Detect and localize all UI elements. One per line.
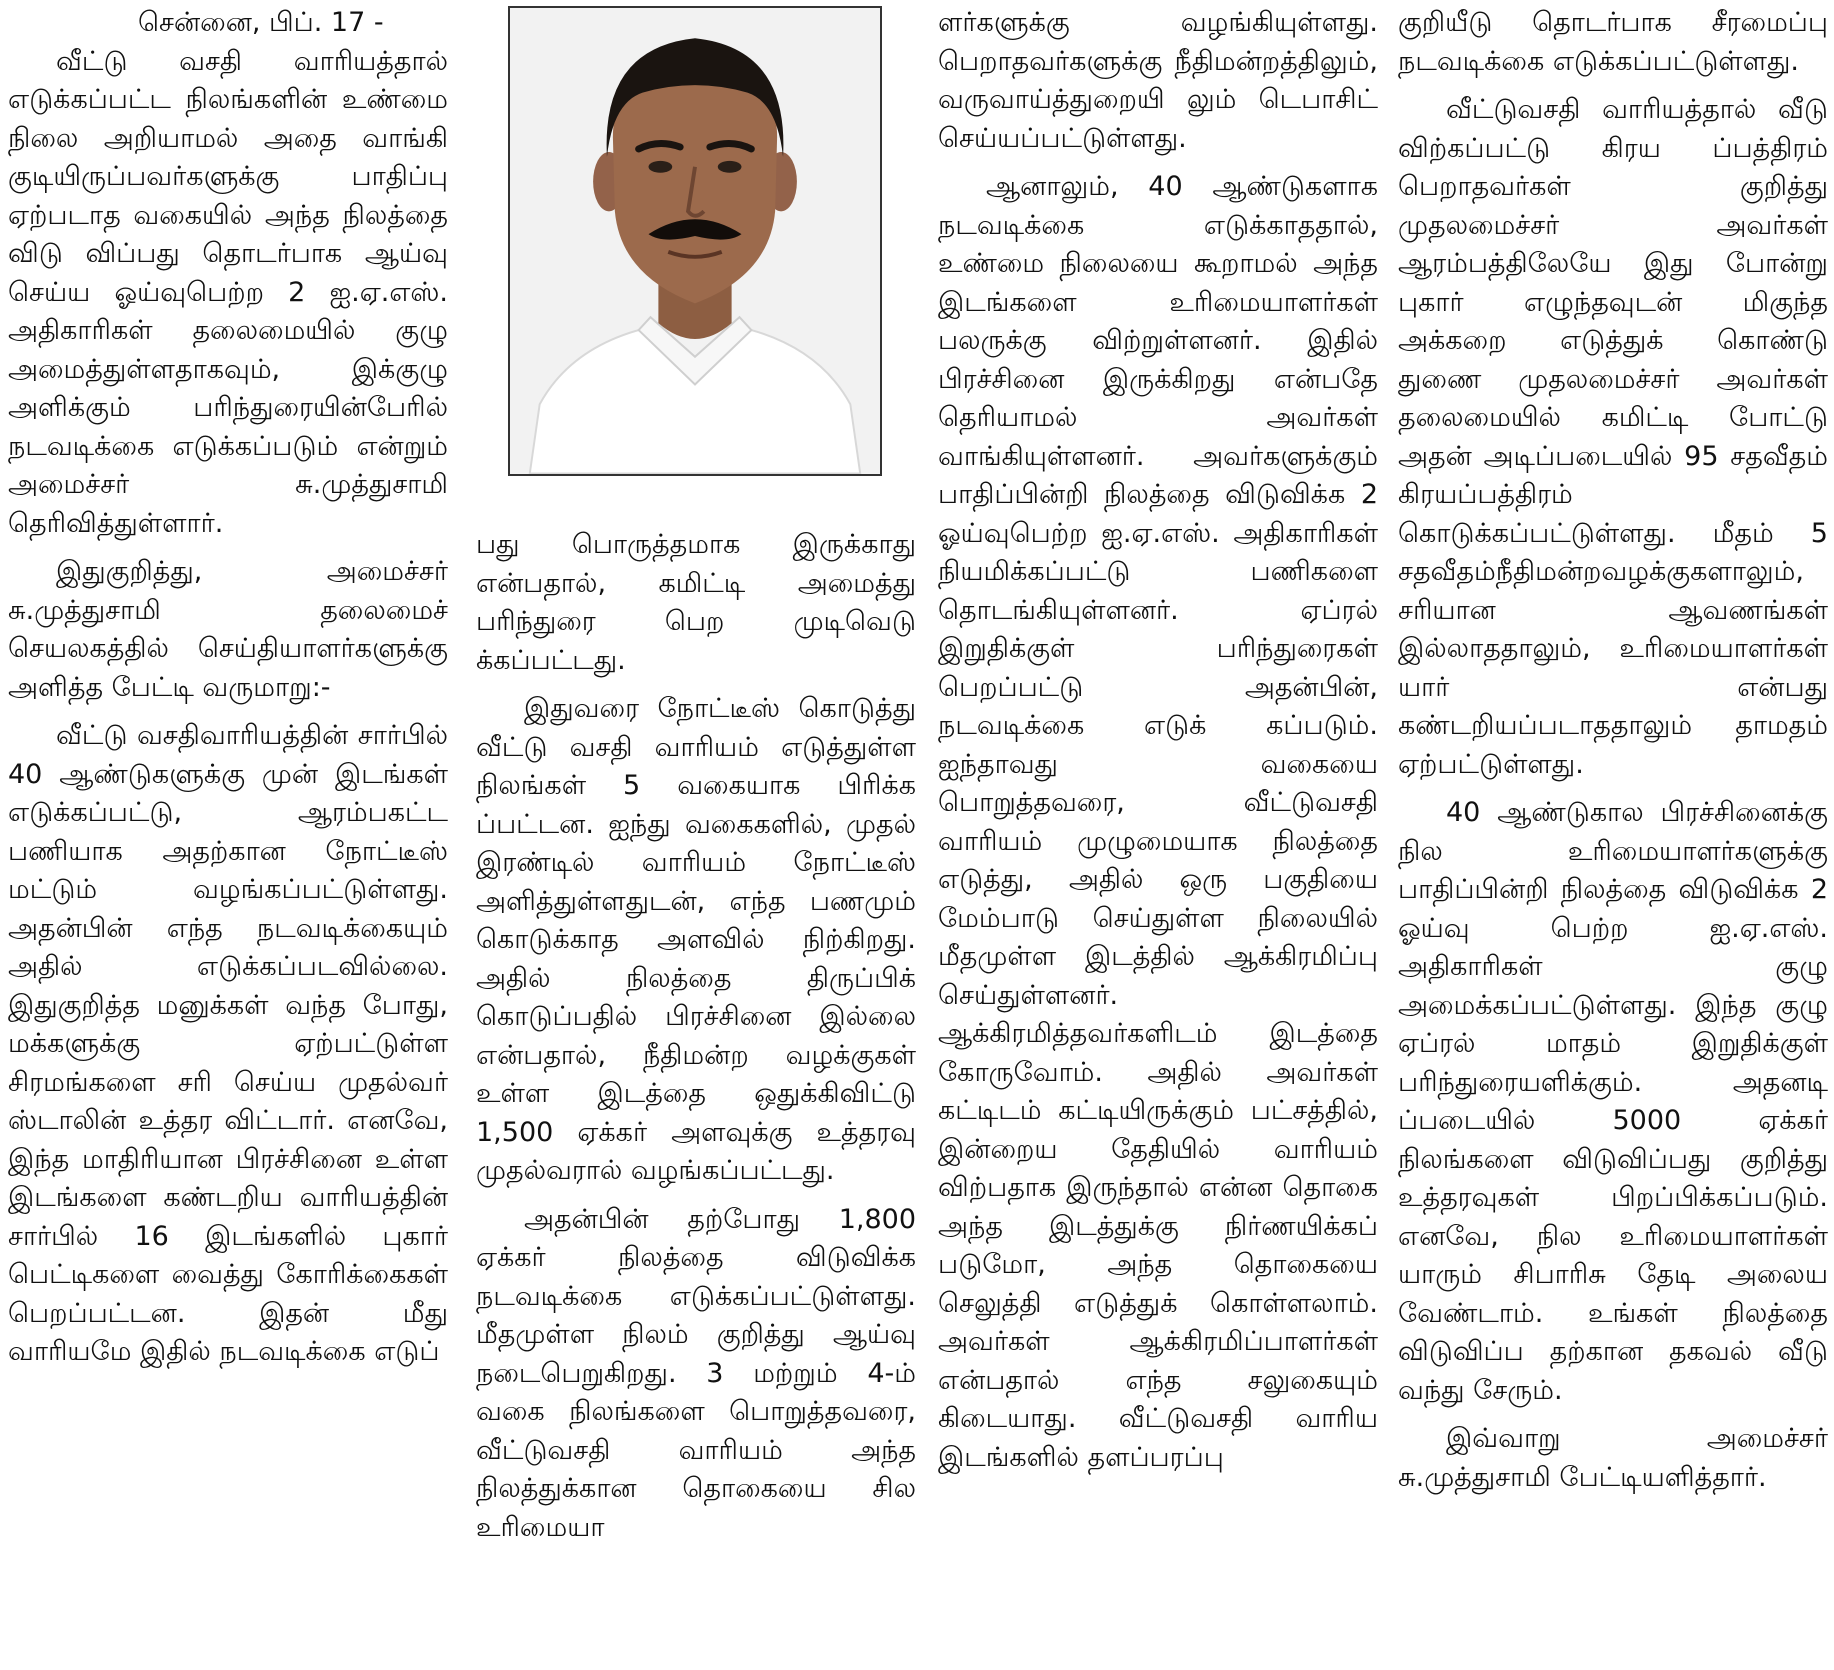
portrait-photo-icon (510, 8, 880, 474)
article-paragraph: இதுவரை நோட்டீஸ் கொடுத்து வீட்டு வசதி வாரியம் எடுத்துள்ள நிலங்கள் 5 வகையாக பிரிக்க ப்பட்டன. ஐந்து வகைகளில், முதல் இரண்டில் வாரியம் நோட்டீஸ் அளித்துள்ளதுடன், எந்த பணமும் கொடுக்காத அளவில் நிற்கிறது. அதில் நிலத்தை திருப்பிக் கொடுப்பதில் பிரச்சினை இல்லை என்பதால், நீதிமன்ற வழக்குகள் உள்ள இடத்தை ஒதுக்கிவிட்டு 1,500 ஏக்கர் அளவுக்கு உத்தரவு முதல்வரால் வழங்கப்பட்டது. (476, 693, 916, 1186)
article-paragraph: ஆனாலும், 40 ஆண்டுகளாக நடவடிக்கை எடுக்காததால், உண்மை நிலையை கூறாமல் அந்த இடங்களை உரிமையாளர்கள் பலருக்கு விற்றுள்ளனர். இதில் பிரச்சினை இருக்கிறது என்பதே தெரியாமல் அவர்கள் வாங்கியுள்ளனர். அவர்களுக்கும் பாதிப்பின்றி நிலத்தை விடுவிக்க 2 ஓய்வுபெற்ற ஐ.ஏ.எஸ். அதிகாரிகள் நியமிக்கப்பட்டு பணிகளை தொடங்கியுள்ளனர். ஏப்ரல் இறுதிக்குள் பரிந்துரைகள் பெறப்பட்டு அதன்பின், நடவடிக்கை எடுக் கப்படும். ஐந்தாவது வகையை பொறுத்தவரை, வீட்டுவசதி வாரியம் முழுமையாக நிலத்தை எடுத்து, அதில் ஒரு பகுதியை மேம்பாடு செய்துள்ள நிலையில் மீதமுள்ள இடத்தில் ஆக்கிரமிப்பு செய்துள்ளனர். ஆக்கிரமித்தவர்களிடம் இடத்தை கோருவோம். அதில் அவர்கள் கட்டிடம் கட்டியிருக்கும் பட்சத்தில், இன்றைய தேதியில் வாரியம் விற்பதாக இருந்தால் என்ன தொகை அந்த இடத்துக்கு நிர்ணயிக்கப் படுமோ, அந்த தொகையை செலுத்தி எடுத்துக் கொள்ளலாம். அவர்கள் ஆக்கிரமிப்பாளர்கள் என்பதால் எந்த சலுகையும் கிடையாது. வீட்டுவசதி வாரிய இடங்களில் தளப்பரப்பு (938, 171, 1378, 1473)
article-paragraph: வீட்டு வசதி வாரியத்தால் எடுக்கப்பட்ட நிலங்களின் உண்மை நிலை அறியாமல் அதை வாங்கி குடியிருப்பவர்களுக்கு பாதிப்பு ஏற்படாத வகையில் அந்த நிலத்தை விடு விப்பது தொடர்பாக ஆய்வு செய்ய ஓய்வுபெற்ற 2 ஐ.ஏ.எஸ். அதிகாரிகள் தலைமையில் குழு அமைத்துள்ளதாகவும், இக்குழு அளிக்கும் பரிந்துரையின்பேரில் நடவடிக்கை எடுக்கப்படும் என்றும் அமைச்சர் சு.முத்துசாமி தெரிவித்துள்ளார். (8, 45, 448, 539)
article-column-4 (1398, 4, 1828, 1497)
dateline: சென்னை, பிப். 17 - (138, 7, 384, 38)
minister-portrait-photo (508, 6, 882, 476)
article-paragraph: இவ்வாறு அமைச்சர் சு.முத்துசாமி பேட்டியளித்தார். (1398, 1423, 1828, 1493)
article-column-2 (476, 526, 916, 1547)
article-column-1 (8, 4, 448, 1372)
article-paragraph: அதன்பின் தற்போது 1,800 ஏக்கர் நிலத்தை விடுவிக்க நடவடிக்கை எடுக்கப்பட்டுள்ளது. மீதமுள்ள நிலம் குறித்து ஆய்வு நடைபெறுகிறது. 3 மற்றும் 4-ம் வகை நிலங்களை பொறுத்தவரை, வீட்டுவசதி வாரியம் அந்த நிலத்துக்கான தொகையை சில உரிமையா (476, 1203, 916, 1543)
article-paragraph: குறியீடு தொடர்பாக சீரமைப்பு நடவடிக்கை எடுக்கப்பட்டுள்ளது. (1398, 7, 1828, 77)
article-paragraph: பது பொருத்தமாக இருக்காது என்பதால், கமிட்டி அமைத்து பரிந்துரை பெற முடிவெடு க்கப்பட்டது. (476, 529, 916, 676)
article-column-3 (938, 4, 1378, 1477)
article-paragraph: 40 ஆண்டுகால பிரச்சினைக்கு நில உரிமையாளர்களுக்கு பாதிப்பின்றி நிலத்தை விடுவிக்க 2 ஓய்வு பெற்ற ஐ.ஏ.எஸ். அதிகாரிகள் குழு அமைக்கப்பட்டுள்ளது. இந்த குழு ஏப்ரல் மாதம் இறுதிக்குள் பரிந்துரையளிக்கும். அதனடி ப்படையில் 5000 ஏக்கர் நிலங்களை விடுவிப்பது குறித்து உத்தரவுகள் பிறப்பிக்கப்படும். எனவே, நில உரிமையாளர்கள் யாரும் சிபாரிசு தேடி அலைய வேண்டாம். உங்கள் நிலத்தை விடுவிப்ப தற்கான தகவல் வீடு வந்து சேரும். (1398, 797, 1828, 1406)
article-paragraph: வீட்டுவசதி வாரியத்தால் வீடு விற்கப்பட்டு கிரய ப்பத்திரம் பெறாதவர்கள் குறித்து முதலமைச்சர் அவர்கள் ஆரம்பத்திலேயே இது போன்று புகார் எழுந்தவுடன் மிகுந்த அக்கறை எடுத்துக் கொண்டு துணை முதலமைச்சர் அவர்கள் தலைமையில் கமிட்டி போட்டு அதன் அடிப்படையில் 95 சதவீதம் கிரயப்பத்திரம் கொடுக்கப்பட்டுள்ளது. மீதம் 5 சதவீதம்நீதிமன்றவழக்குகளாலும், சரியான ஆவணங்கள் இல்லாததாலும், உரிமையாளர்கள் யார் என்பது கண்டறியப்படாததாலும் தாமதம் ஏற்பட்டுள்ளது. (1398, 94, 1828, 780)
article-paragraph: இதுகுறித்து, அமைச்சர் சு.முத்துசாமி தலைமைச் செயலகத்தில் செய்தியாளர்களுக்கு அளித்த பேட்டி வருமாறு:- (8, 556, 448, 703)
article-paragraph: ளர்களுக்கு வழங்கியுள்ளது. பெறாதவர்களுக்கு நீதிமன்றத்திலும், வருவாய்த்துறையி லும் டெபாசிட் செய்யப்பட்டுள்ளது. (938, 7, 1378, 154)
article-paragraph: வீட்டு வசதிவாரியத்தின் சார்பில் 40 ஆண்டுகளுக்கு முன் இடங்கள் எடுக்கப்பட்டு, ஆரம்பகட்ட பணியாக அதற்கான நோட்டீஸ் மட்டும் வழங்கப்பட்டுள்ளது. அதன்பின் எந்த நடவடிக்கையும் அதில் எடுக்கப்படவில்லை. இதுகுறித்த மனுக்கள் வந்த போது, மக்களுக்கு ஏற்பட்டுள்ள சிரமங்களை சரி செய்ய முதல்வர் ஸ்டாலின் உத்தர விட்டார். எனவே, இந்த மாதிரியான பிரச்சினை உள்ள இடங்களை கண்டறிய வாரியத்தின் சார்பில் 16 இடங்களில் புகார் பெட்டிகளை வைத்து கோரிக்கைகள் பெறப்பட்டன. இதன் மீது வாரியமே இதில் நடவடிக்கை எடுப் (8, 720, 448, 1367)
